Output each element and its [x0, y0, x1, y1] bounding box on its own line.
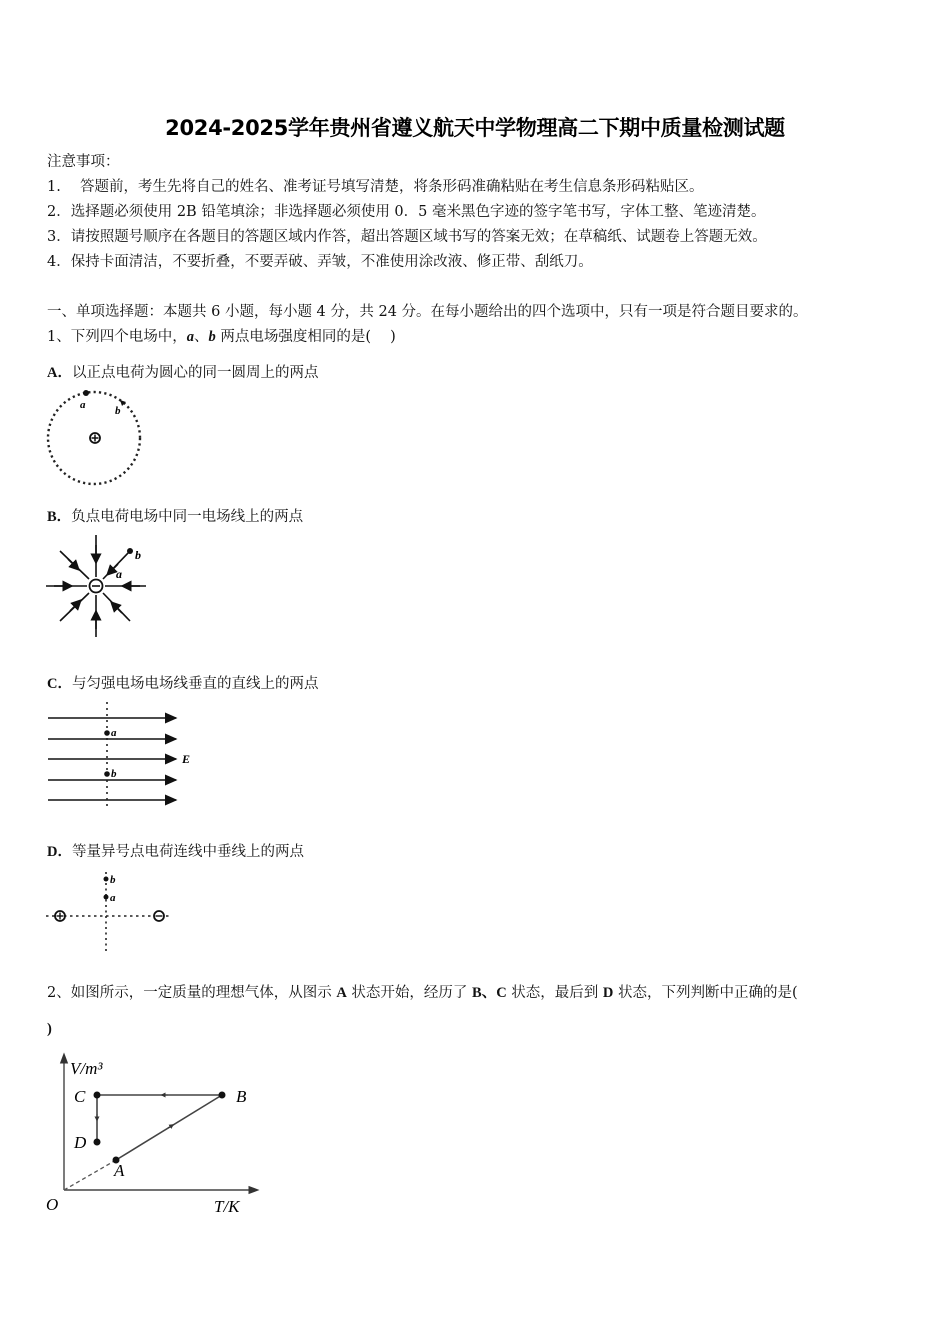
label-a: a: [116, 567, 122, 581]
label-a: a: [111, 727, 117, 739]
q2-text-2: 状态开始，经历了: [346, 985, 473, 1001]
question-2-close-paren: ): [47, 1021, 52, 1037]
notice-item-1: 1. 答题前，考生先将自己的姓名、准考证号填写清楚，将条形码准确粘贴在考生信息条形码粘贴区。: [47, 179, 704, 195]
label-b: b: [115, 405, 121, 417]
dipole-figure: [44, 870, 174, 958]
label-a: a: [80, 399, 86, 411]
q2-state-a: A: [336, 985, 347, 1001]
option-a: [47, 361, 318, 382]
uniform-field-figure: [46, 700, 206, 808]
section-heading: 一、单项选择题：本题共 6 小题，每小题 4 分，共 24 分。在每小题给出的四个选项中，只有一项是符合题目要求的。: [47, 304, 808, 320]
point-d: [94, 1139, 101, 1146]
notice-item-4: 4．保持卡面清洁，不要折叠，不要弄破、弄皱，不准使用涂改液、修正带、刮纸刀。: [47, 254, 593, 270]
q1-point-a: a: [186, 329, 194, 345]
negative-charge-radial-field-figure: [42, 533, 162, 641]
label-b: B: [236, 1087, 247, 1106]
label-c: C: [74, 1087, 86, 1106]
option-d: [47, 840, 304, 861]
point-b: [219, 1092, 226, 1099]
vt-graph-figure: [42, 1050, 272, 1220]
label-b: b: [111, 768, 117, 780]
label-b: b: [135, 548, 141, 562]
question-2-stem: [47, 983, 798, 1003]
y-axis-label: V/m³: [70, 1059, 103, 1078]
q2-text-1: 2、如图所示，一定质量的理想气体，从图示: [47, 985, 337, 1001]
origin-label: O: [46, 1195, 59, 1214]
q2-text-3: 状态，最后到: [506, 985, 603, 1001]
option-c: [47, 672, 318, 693]
q1-suffix: 两点电场强度相同的是( ): [215, 329, 396, 345]
notice-item-3: 3．请按照题号顺序在各题目的答题区域内作答，超出答题区域书写的答案无效；在草稿纸、试题卷上答题无效。: [47, 229, 767, 245]
option-a-text: 以正点电荷为圆心的同一圆周上的两点: [71, 365, 319, 381]
page-title: 2024-2025学年贵州省遵义航天中学物理高二下期中质量检测试题: [165, 116, 785, 140]
point-a-dot: [83, 390, 89, 396]
option-b: [47, 505, 303, 526]
option-a-letter: A．: [47, 365, 72, 381]
option-d-text: 等量异号点电荷连线中垂线上的两点: [71, 844, 304, 860]
q2-state-d: D: [602, 985, 614, 1001]
q2-state-bc: B、C: [472, 985, 507, 1001]
q1-sep: 、: [193, 329, 209, 345]
x-axis-label: T/K: [214, 1197, 240, 1216]
label-a: A: [114, 1161, 125, 1180]
option-c-letter: C．: [47, 676, 72, 692]
point-c: [94, 1092, 101, 1099]
q1-point-b: b: [208, 329, 216, 345]
question-1-stem: [47, 327, 396, 347]
notice-heading: 注意事项：: [47, 154, 120, 170]
q2-text-4: 状态，下列判断中正确的是(: [613, 985, 798, 1001]
label-d: D: [74, 1133, 87, 1152]
label-a: a: [110, 892, 116, 904]
option-b-letter: B．: [47, 509, 72, 525]
option-c-text: 与匀强电场电场线垂直的直线上的两点: [71, 676, 319, 692]
positive-charge-circle-figure: [42, 388, 152, 488]
label-e: E: [182, 752, 191, 766]
option-d-letter: D．: [47, 844, 72, 860]
notice-item-2: 2．选择题必须使用 2B 铅笔填涂；非选择题必须使用 0．5 毫米黑色字迹的签字笔书写，字体工整、笔迹清楚。: [47, 204, 766, 220]
label-b: b: [110, 874, 116, 886]
option-b-text: 负点电荷电场中同一电场线上的两点: [71, 509, 304, 525]
q1-prefix: 1、下列四个电场中，: [47, 329, 187, 345]
